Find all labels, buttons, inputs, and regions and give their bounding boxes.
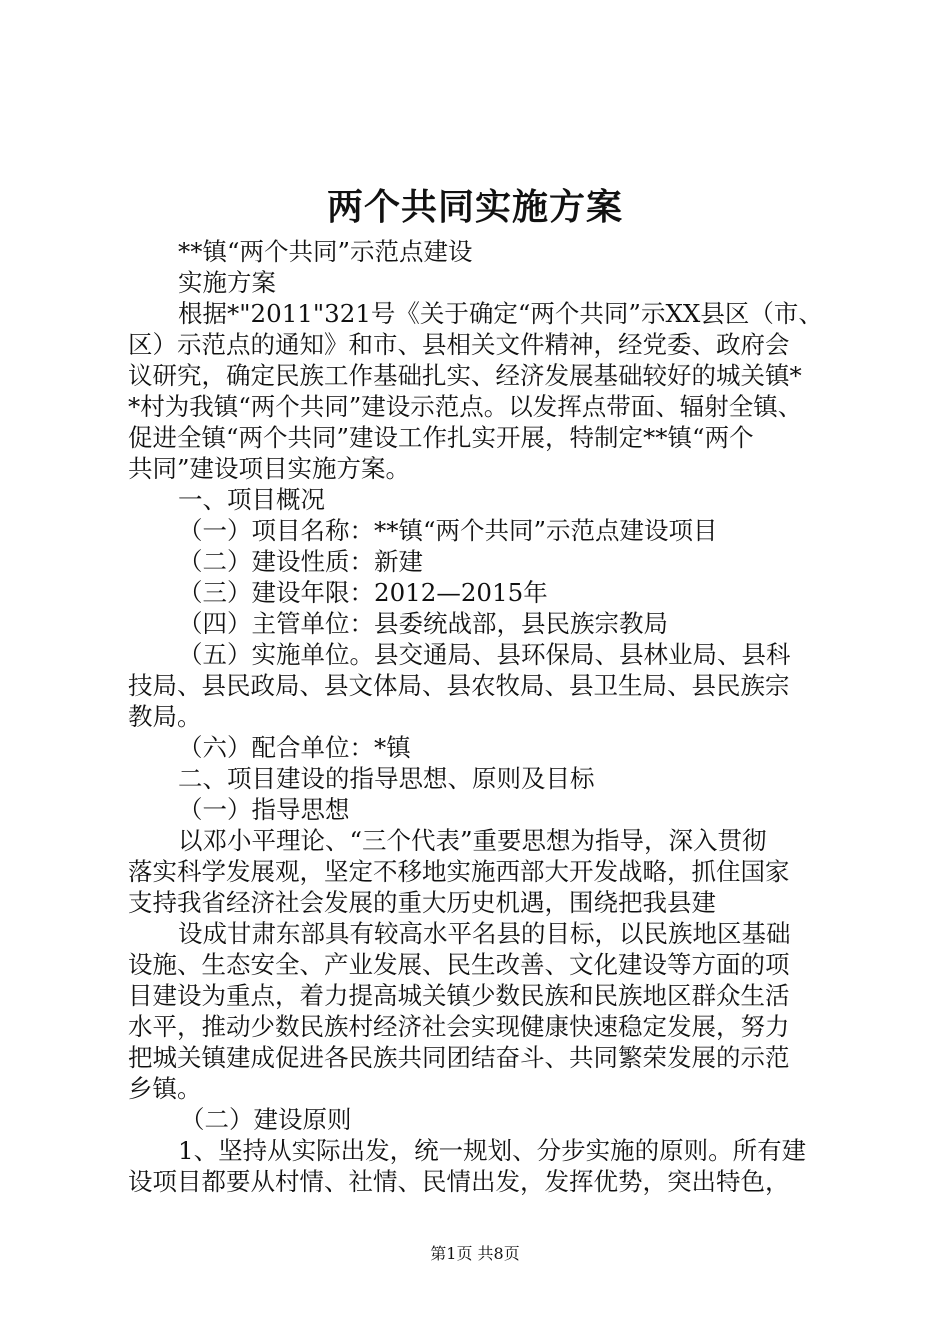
list-item: （四）主管单位：县委统战部，县民族宗教局 xyxy=(178,609,668,638)
list-item: （五）实施单位。县交通局、县环保局、县林业局、县科 xyxy=(178,640,791,669)
paragraph-line: 设施、生态安全、产业发展、民生改善、文化建设等方面的项 xyxy=(128,950,790,979)
list-item-continued: 教局。 xyxy=(128,702,202,731)
paragraph-line: 区）示范点的通知》和市、县相关文件精神，经党委、政府会 xyxy=(128,330,790,359)
paragraph-line: 以邓小平理论、“三个代表”重要思想为指导，深入贯彻 xyxy=(178,826,767,855)
document-title: 两个共同实施方案 xyxy=(326,186,623,228)
paragraph-line: 把城关镇建成促进各民族共同团结奋斗、共同繁荣发展的示范 xyxy=(128,1043,790,1072)
list-item: （一）项目名称：**镇“两个共同”示范点建设项目 xyxy=(178,516,718,545)
document-body xyxy=(128,236,836,1197)
section-heading: 一、项目概况 xyxy=(178,485,325,514)
page-number-footer: 第1页 共8页 xyxy=(430,1244,520,1263)
list-item-continued: 技局、县民政局、县文体局、县农牧局、县卫生局、县民族宗 xyxy=(128,671,790,700)
paragraph-line: 水平，推动少数民族村经济社会实现健康快速稳定发展，努力 xyxy=(128,1012,790,1041)
subsection-heading: （一）指导思想 xyxy=(178,795,350,824)
list-item: （二）建设性质：新建 xyxy=(178,547,423,576)
paragraph-line: 设成甘肃东部具有较高水平名县的目标，以民族地区基础 xyxy=(178,919,791,948)
paragraph-line: 促进全镇“两个共同”建设工作扎实开展，特制定**镇“两个 xyxy=(128,423,754,452)
paragraph-line: 根据*"2011"321号《关于确定“两个共同”示XX县区（市、 xyxy=(178,299,823,328)
subtitle-line: 实施方案 xyxy=(178,268,276,297)
paragraph-line: 落实科学发展观，坚定不移地实施西部大开发战略，抓住国家 xyxy=(128,857,790,886)
section-heading: 二、项目建设的指导思想、原则及目标 xyxy=(178,764,595,793)
subsection-heading: （二）建设原则 xyxy=(180,1105,352,1134)
paragraph-line: 共同”建设项目实施方案。 xyxy=(128,454,411,483)
subtitle-line: **镇“两个共同”示范点建设 xyxy=(178,237,473,266)
paragraph-line: 目建设为重点，着力提高城关镇少数民族和民族地区群众生活 xyxy=(128,981,790,1010)
paragraph-line: 设项目都要从村情、社情、民情出发，发挥优势，突出特色， xyxy=(128,1167,790,1196)
paragraph-line: 议研究，确定民族工作基础扎实、经济发展基础较好的城关镇* xyxy=(128,361,802,390)
paragraph-line: 乡镇。 xyxy=(128,1074,202,1103)
paragraph-line: 支持我省经济社会发展的重大历史机遇，围绕把我县建 xyxy=(128,888,716,917)
list-item: （六）配合单位：*镇 xyxy=(178,733,411,762)
list-item: （三）建设年限：2012—2015年 xyxy=(178,578,548,607)
paragraph-line: 1、坚持从实际出发，统一规划、分步实施的原则。所有建 xyxy=(178,1136,807,1165)
paragraph-line: *村为我镇“两个共同”建设示范点。以发挥点带面、辐射全镇、 xyxy=(128,392,803,421)
